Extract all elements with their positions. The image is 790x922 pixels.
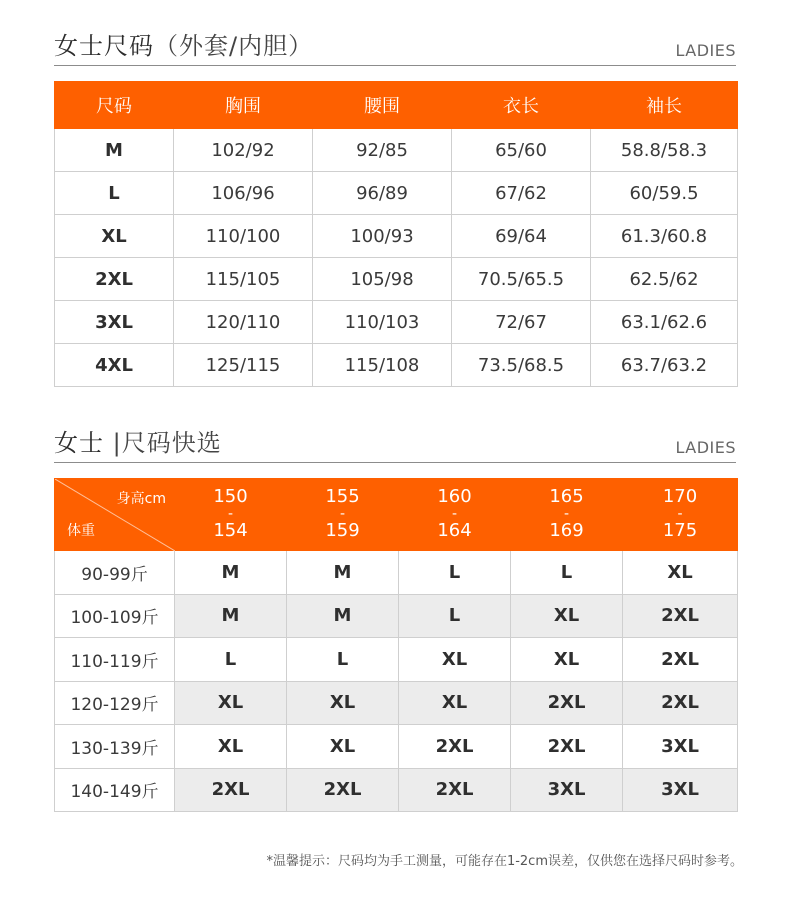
weight-range-cell: 140-149斤 <box>55 768 175 812</box>
size-chart-title <box>54 26 313 61</box>
size-chart-header <box>54 30 736 66</box>
size-cell: L <box>55 172 174 215</box>
height-from: 150 <box>213 486 248 508</box>
weight-range-cell: 130-139斤 <box>55 725 175 769</box>
table-row <box>55 301 738 344</box>
measurement-cell: 125/115 <box>174 344 313 387</box>
measurement-cell: 96/89 <box>313 172 452 215</box>
quick-select-title <box>54 423 222 458</box>
recommended-size-cell: XL <box>287 725 399 769</box>
height-dash: - <box>563 505 570 522</box>
recommended-size-cell: 2XL <box>175 768 287 812</box>
quick-select-table <box>54 478 738 812</box>
quick-select-header <box>54 427 736 463</box>
weight-range-cell: 90-99斤 <box>55 551 175 595</box>
recommended-size-cell: XL <box>399 681 511 725</box>
measurement-cell: 69/64 <box>452 215 591 258</box>
height-from: 170 <box>662 486 698 508</box>
header-cell: 衣长 <box>452 82 591 129</box>
measurement-cell: 115/105 <box>174 258 313 301</box>
table-row <box>55 215 738 258</box>
measurement-cell: 110/100 <box>174 215 313 258</box>
table-row <box>55 344 738 387</box>
height-range-header <box>287 479 399 551</box>
measurement-cell: 58.8/58.3 <box>591 129 738 172</box>
header-cell: 尺码 <box>55 82 174 129</box>
header-cell: 袖长 <box>591 82 738 129</box>
table-row <box>55 768 738 812</box>
measurement-cell: 60/59.5 <box>591 172 738 215</box>
weight-range-cell: 100-109斤 <box>55 594 175 638</box>
size-cell: XL <box>55 215 174 258</box>
measurement-cell: 72/67 <box>452 301 591 344</box>
recommended-size-cell: L <box>287 638 399 682</box>
height-dash: - <box>339 505 346 522</box>
recommended-size-cell: M <box>287 594 399 638</box>
measurement-cell: 73.5/68.5 <box>452 344 591 387</box>
height-from: 155 <box>325 486 360 508</box>
recommended-size-cell: 3XL <box>623 725 738 769</box>
recommended-size-cell: XL <box>175 725 287 769</box>
size-chart-subtitle: LADIES <box>675 41 736 60</box>
weight-range-cell: 120-129斤 <box>55 681 175 725</box>
recommended-size-cell: M <box>175 594 287 638</box>
measurement-cell: 70.5/65.5 <box>452 258 591 301</box>
recommended-size-cell: 3XL <box>511 768 623 812</box>
recommended-size-cell: 2XL <box>511 681 623 725</box>
measurement-cell: 67/62 <box>452 172 591 215</box>
weight-range-cell: 110-119斤 <box>55 638 175 682</box>
title-main: 女士 <box>54 429 104 457</box>
recommended-size-cell: 3XL <box>623 768 738 812</box>
size-cell: 2XL <box>55 258 174 301</box>
height-to: 169 <box>549 520 584 542</box>
measurement-cell: 63.7/63.2 <box>591 344 738 387</box>
recommended-size-cell: XL <box>287 681 399 725</box>
height-to: 164 <box>437 520 472 542</box>
measurement-cell: 65/60 <box>452 129 591 172</box>
recommended-size-cell: L <box>511 551 623 595</box>
measurement-cell: 106/96 <box>174 172 313 215</box>
recommended-size-cell: 2XL <box>623 638 738 682</box>
recommended-size-cell: L <box>399 594 511 638</box>
title-separator: | <box>112 429 122 457</box>
recommended-size-cell: 2XL <box>287 768 399 812</box>
recommended-size-cell: XL <box>175 681 287 725</box>
measurement-cell: 63.1/62.6 <box>591 301 738 344</box>
header-cell: 腰围 <box>313 82 452 129</box>
height-range-header <box>623 479 738 551</box>
table-row <box>55 594 738 638</box>
title-suffix: （外套/内胆） <box>154 32 314 60</box>
table-row <box>55 258 738 301</box>
recommended-size-cell: XL <box>399 638 511 682</box>
recommended-size-cell: 2XL <box>399 725 511 769</box>
recommended-size-cell: 2XL <box>511 725 623 769</box>
measurement-cell: 100/93 <box>313 215 452 258</box>
recommended-size-cell: M <box>175 551 287 595</box>
height-to: 159 <box>325 520 360 542</box>
recommended-size-cell: XL <box>623 551 738 595</box>
height-range-header <box>511 479 623 551</box>
quick-select-subtitle: LADIES <box>675 438 736 457</box>
measurement-cell: 120/110 <box>174 301 313 344</box>
measurement-cell: 110/103 <box>313 301 452 344</box>
height-from: 160 <box>437 486 472 508</box>
recommended-size-cell: M <box>287 551 399 595</box>
weight-axis-label: 体重 <box>67 522 95 539</box>
height-to: 154 <box>213 520 248 542</box>
height-from: 165 <box>549 486 584 508</box>
measurement-cell: 115/108 <box>313 344 452 387</box>
recommended-size-cell: L <box>175 638 287 682</box>
height-range-header <box>175 479 287 551</box>
height-dash: - <box>227 505 234 522</box>
size-cell: 3XL <box>55 301 174 344</box>
size-cell: 4XL <box>55 344 174 387</box>
height-dash: - <box>451 505 458 522</box>
diagonal-divider <box>55 479 175 551</box>
height-dash: - <box>677 505 683 522</box>
table-row <box>55 638 738 682</box>
table-row <box>55 681 738 725</box>
size-cell: M <box>55 129 174 172</box>
table-row <box>55 551 738 595</box>
footnote: *温馨提示：尺码均为手工测量，可能存在1-2cm误差，仅供您在选择尺码时参考。 <box>266 854 743 869</box>
recommended-size-cell: XL <box>511 594 623 638</box>
table-header-row <box>55 479 738 551</box>
size-measurement-table <box>54 81 738 387</box>
recommended-size-cell: XL <box>511 638 623 682</box>
height-to: 175 <box>662 520 698 542</box>
recommended-size-cell: 2XL <box>399 768 511 812</box>
measurement-cell: 102/92 <box>174 129 313 172</box>
measurement-cell: 92/85 <box>313 129 452 172</box>
corner-header-cell <box>55 479 175 551</box>
table-row <box>55 172 738 215</box>
title-suffix: 尺码快选 <box>121 429 222 457</box>
table-row <box>55 725 738 769</box>
table-header-row <box>55 82 738 129</box>
measurement-cell: 105/98 <box>313 258 452 301</box>
title-main: 女士尺码 <box>54 32 154 60</box>
height-range-header <box>399 479 511 551</box>
recommended-size-cell: L <box>399 551 511 595</box>
recommended-size-cell: 2XL <box>623 681 738 725</box>
measurement-cell: 62.5/62 <box>591 258 738 301</box>
table-row <box>55 129 738 172</box>
header-cell: 胸围 <box>174 82 313 129</box>
recommended-size-cell: 2XL <box>623 594 738 638</box>
height-axis-label: 身高cm <box>116 491 166 507</box>
measurement-cell: 61.3/60.8 <box>591 215 738 258</box>
